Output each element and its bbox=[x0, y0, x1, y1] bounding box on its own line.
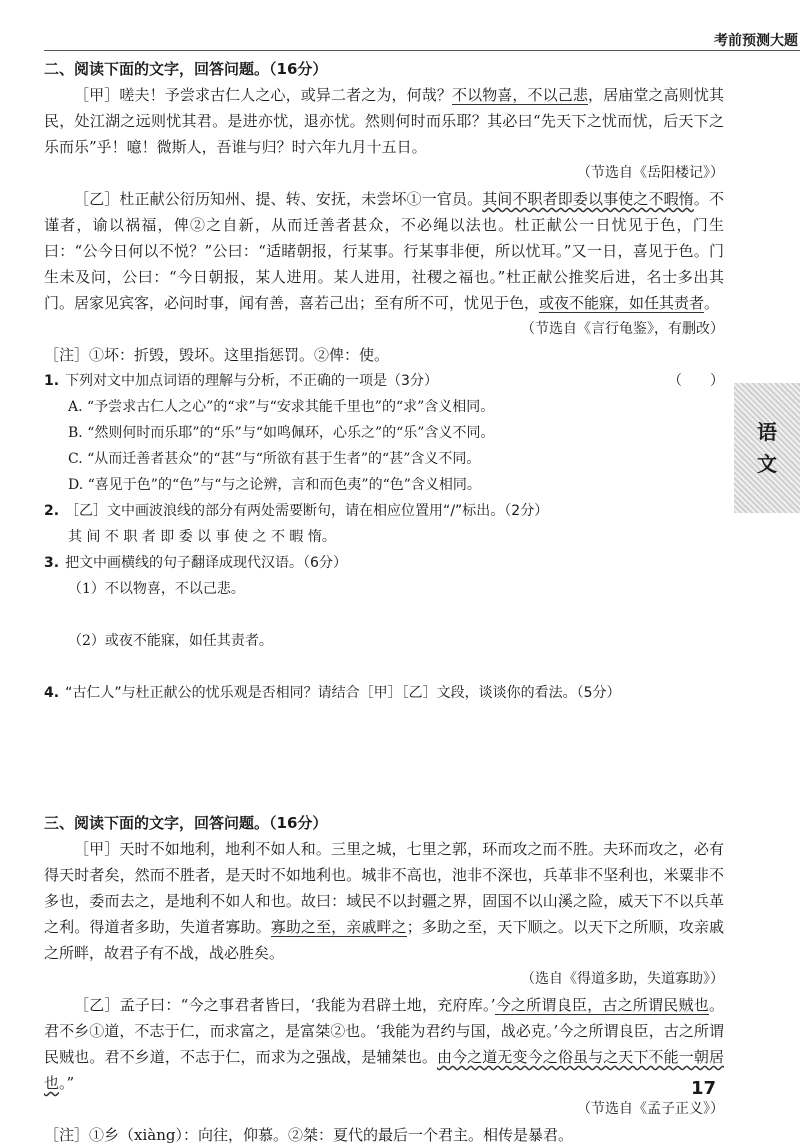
section3-passage-jia: ［甲］天时不如地利，地利不如人和。三里之城，七里之郭，环而攻之而不胜。夫环而攻之，必有得天时者矣，然而不胜者，是天时不如地利也。城非不高也，池非不深也，兵革非不坚利也，米粟非不多也，委而去之，是地利不如人和也。故曰：域民不以封疆之界，固国不以山溪之险，威天下不以兵革之利。得道者多助，失道者寡助。寡助之至，亲戚畔之；多助之至，天下顺之。以天下之所顺，攻亲戚之所畔，故君子有不战，战必胜矣。 bbox=[44, 840, 724, 962]
side-tab-char-2: 文 bbox=[757, 452, 777, 476]
question-3: 3. 把文中画横线的句子翻译成现代汉语。（6分） bbox=[44, 555, 347, 571]
underlined-sentence: 今之所谓良臣，古之所谓民贼也 bbox=[495, 996, 709, 1014]
question-1: 1. 下列对文中加点词语的理解与分析，不正确的一项是（3分） （ ） bbox=[44, 368, 724, 394]
option-a: A. “予尝求古仁人之心”的“求”与“安求其能千里也”的“求”含义相同。 bbox=[68, 399, 495, 415]
option-c: C. “从而迁善者甚众”的“甚”与“所欲有甚于生者”的“甚”含义不同。 bbox=[68, 451, 481, 467]
section3-note: ［注］①乡（xiàng）：向往，仰慕。②桀：夏代的最后一个君主。相传是暴君。 bbox=[44, 1126, 573, 1144]
option-d: D. “喜见于色”的“色”与“与之论辨，言和而色夷”的“色”含义相同。 bbox=[68, 477, 481, 493]
header-tag: 考前预测大题 bbox=[714, 33, 798, 49]
section2-passage-yi: ［乙］杜正献公衍历知州、提、转、安抚，未尝坏①一官员。其间不职者即委以事使之不暇惰。不谨者，谕以祸福，俾②之自新，从而迁善者甚众，不必绳以法也。杜正献公一日忧见于色，门生曰：“公今日何以不悦？”公曰：“适睹朝报，行某事。行某事非便，所以忧耳。”又一日，喜见于色。门生未及问，公曰：“今日朝报，某人进用。某人进用，社稷之福也。”杜正献公推奖后进，名士多出其门。居家见宾客，必问时事，闻有善，喜若己出；至有所不可，忧见于色，或夜不能寐，如任其责者。 bbox=[44, 190, 724, 312]
question-3-item-2: （2）或夜不能寐，如任其责者。 bbox=[68, 633, 273, 649]
wavy-underlined-sentence: 其间不职者即委以事使之不暇惰 bbox=[482, 190, 694, 208]
question-3-item-1: （1）不以物喜，不以己悲。 bbox=[68, 581, 245, 597]
question-2-line: 其 间 不 职 者 即 委 以 事 使 之 不 暇 惰。 bbox=[68, 529, 336, 545]
underlined-sentence: 不以物喜，不以己悲 bbox=[451, 86, 589, 104]
question-4: 4. “古仁人”与杜正献公的忧乐观是否相同？请结合［甲］［乙］文段，谈谈你的看法。（5分） bbox=[44, 685, 621, 701]
page-number: 17 bbox=[690, 1078, 716, 1099]
section2-jia-source: （节选自《岳阳楼记》） bbox=[577, 165, 724, 181]
section2-note: ［注］①坏：折毁，毁坏。这里指惩罚。②俾：使。 bbox=[44, 346, 390, 364]
side-tab-char-1: 语 bbox=[757, 420, 777, 444]
section2-title: 二、阅读下面的文字，回答问题。（16分） bbox=[44, 60, 328, 78]
header-divider bbox=[44, 50, 800, 51]
underlined-sentence: 或夜不能寐，如任其责者 bbox=[539, 294, 705, 312]
underlined-sentence: 寡助之至，亲戚畔之 bbox=[270, 918, 407, 936]
section2-passage-jia: ［甲］嗟夫！予尝求古仁人之心，或异二者之为，何哉？不以物喜，不以己悲，居庙堂之高则忧其民，处江湖之远则忧其君。是进亦忧，退亦忧。然则何时而乐耶？其必曰“先天下之忧而忧，后天下之乐而乐”乎！噫！微斯人，吾谁与归？时六年九月十五日。 bbox=[44, 86, 724, 156]
question-2: 2. ［乙］文中画波浪线的部分有两处需要断句，请在相应位置用“/”标出。（2分） bbox=[44, 503, 549, 519]
wavy-underlined-sentence: 由今之道无变今之俗虽与之天下不能一朝居也 bbox=[44, 1048, 724, 1092]
subject-side-tab bbox=[734, 383, 800, 513]
option-b: B. “然则何时而乐耶”的“乐”与“如鸣佩环，心乐之”的“乐”含义不同。 bbox=[68, 425, 495, 441]
section3-passage-yi: ［乙］孟子曰：“今之事君者皆曰，‘我能为君辟土地，充府库。’今之所谓良臣，古之所谓民贼也。君不乡①道，不志于仁，而求富之，是富桀②也。‘我能为君约与国，战必克。’今之所谓良臣，古之所谓民贼也。君不乡道，不志于仁，而求为之强战，是辅桀也。由今之道无变今之俗虽与之天下不能一朝居也。” bbox=[44, 996, 724, 1092]
section3-yi-source: （节选自《孟子正义》） bbox=[577, 1101, 724, 1117]
section2-yi-source: （节选自《言行龟鉴》，有删改） bbox=[521, 321, 724, 337]
answer-paren: （ ） bbox=[668, 373, 724, 389]
section3-title: 三、阅读下面的文字，回答问题。（16分） bbox=[44, 814, 328, 832]
page-content bbox=[44, 56, 724, 1148]
section3-jia-source: （选自《得道多助，失道寡助》） bbox=[521, 971, 724, 987]
